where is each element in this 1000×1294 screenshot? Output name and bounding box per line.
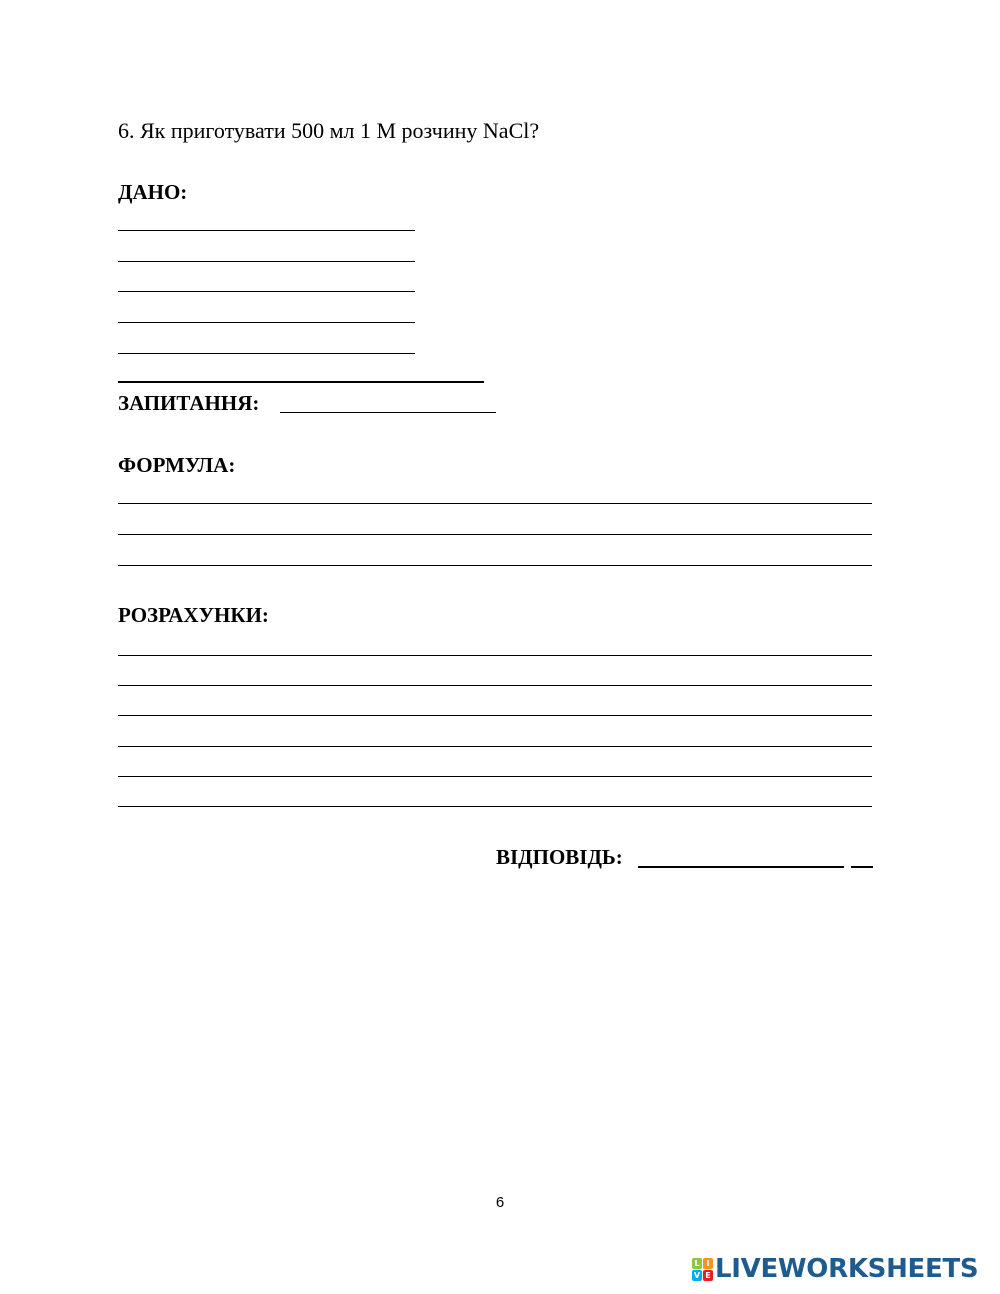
given-answer-line[interactable] — [118, 322, 415, 323]
calculations-answer-line[interactable] — [118, 655, 872, 656]
logo-letter: V — [693, 1271, 701, 1280]
logo-letter: I — [703, 1258, 713, 1269]
liveworksheets-logo — [692, 1254, 978, 1284]
brand-name: LIVEWORKSHEETS — [715, 1254, 979, 1284]
calculations-answer-line[interactable] — [118, 685, 872, 686]
question-answer-line[interactable] — [280, 412, 496, 413]
formula-heading: ФОРМУЛА: — [118, 453, 236, 477]
given-answer-line[interactable] — [118, 261, 415, 262]
formula-answer-line[interactable] — [118, 503, 872, 504]
answer-line[interactable] — [638, 866, 844, 868]
question-heading: ЗАПИТАННЯ: — [118, 391, 260, 415]
formula-answer-line[interactable] — [118, 565, 872, 566]
given-answer-line[interactable] — [118, 230, 415, 231]
calculations-answer-line[interactable] — [118, 776, 872, 777]
logo-letter: L — [692, 1258, 702, 1269]
calculations-heading: РОЗРАХУНКИ: — [118, 603, 269, 627]
task-question: 6. Як приготувати 500 мл 1 М розчину NaCl? — [118, 118, 540, 143]
given-separator-line — [118, 381, 484, 383]
calculations-answer-line[interactable] — [118, 806, 872, 807]
logo-letter: E — [703, 1270, 713, 1281]
answer-heading: ВІДПОВІДЬ: — [496, 845, 623, 869]
formula-answer-line[interactable] — [118, 534, 872, 535]
calculations-answer-line[interactable] — [118, 746, 872, 747]
page-number: 6 — [495, 1194, 505, 1211]
given-heading: ДАНО: — [118, 180, 188, 204]
given-answer-line[interactable] — [118, 291, 415, 292]
calculations-answer-line[interactable] — [118, 715, 872, 716]
answer-line-end[interactable] — [851, 866, 873, 868]
given-answer-line[interactable] — [118, 353, 415, 354]
logo-mark-icon — [692, 1258, 712, 1280]
